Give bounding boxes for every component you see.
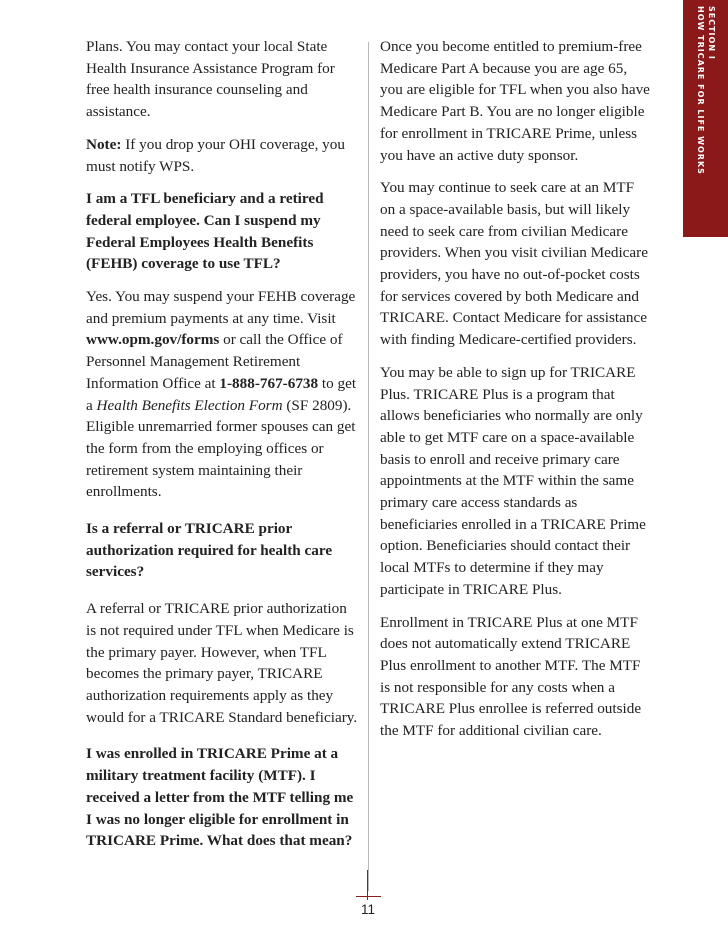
note-text: If you drop your OHI coverage, you must notify WPS. [86,135,345,175]
answer-text: Yes. You may suspend your FEHB coverage and premium payments at any time. Visit [86,288,356,327]
paragraph: You may continue to seek care at an MTF on a space-available basis, but will likely need to seek care from civilian Medicare providers. When you visit civilian Medicare providers, you have no out-of-pocket costs for services covered by both Medicare and TRICARE. Contact Medicare for assistance with finding Medicare-certified providers. [380,179,648,349]
left-column [86,36,358,852]
page-number-rule [356,896,381,897]
page-number: 11 [360,902,375,917]
answer-text: to get a [86,374,357,414]
section-label: SECTION I [706,6,716,60]
note-paragraph [86,134,358,177]
answer-paragraph: A referral or TRICARE prior authorization is not required under TFL when Medicare is the primary payer. However, when TFL becomes the primary payer, TRICARE authorization requirements apply as they would for a TRICARE Standard beneficiary. [86,600,358,726]
note-label: Note: [86,135,122,153]
question-heading: Is a referral or TRICARE prior authorization required for health care services? [86,520,333,581]
phone-number: 1-888-767-6738 [219,374,319,392]
question-heading: I was enrolled in TRICARE Prime at a military treatment facility (MTF). I received a letter from the MTF telling me I was no longer eligible for enrollment in TRICARE Prime. What does that mean? [86,745,354,850]
answer-text: or call the Office of Personnel Management Retirement Information Office at [86,331,343,392]
paragraph: Once you become entitled to premium-free Medicare Part A because you are age 65, you are eligible for TFL when you also have Medicare Part B. You are no longer eligible for enrollment in TRICARE Prime, unless you have an active duty sponsor. [380,38,650,164]
answer-paragraph [86,286,358,503]
right-column [380,36,652,742]
opm-forms-link[interactable]: www.opm.gov/forms [86,331,220,349]
section-tab-text [695,6,717,175]
paragraph: You may be able to sign up for TRICARE Plus. TRICARE Plus is a program that allows beneficiaries who normally are only able to get MTF care on a space-available basis to enroll and receive primary care appointments at the MTF within the same primary care access standards as beneficiaries enrolled in a TRICARE Prime option. Beneficiaries should contact their local MTFs to determine if they may participate in TRICARE Plus. [380,363,646,598]
section-title: HOW TRICARE FOR LIFE WORKS [695,6,705,175]
question-heading: I am a TFL beneficiary and a retired federal employee. Can I suspend my Federal Employees Health Benefits (FEHB) coverage to use TFL? [86,190,324,273]
paragraph: Enrollment in TRICARE Plus at one MTF does not automatically extend TRICARE Plus enrollment to another MTF. The MTF is not responsible for any costs when a TRICARE Plus enrollee is referred outside the MTF for additional civilian care. [380,613,642,740]
answer-text: (SF 2809). Eligible unremarried former spouses can get the form from the employing offices or retirement system maintaining their enrollments. [86,396,356,501]
form-title: Health Benefits Election Form [96,396,283,414]
section-tab [683,0,728,237]
paragraph: Plans. You may contact your local State Health Insurance Assistance Program for free health insurance counseling and assistance. [86,38,335,121]
column-divider [368,42,369,891]
